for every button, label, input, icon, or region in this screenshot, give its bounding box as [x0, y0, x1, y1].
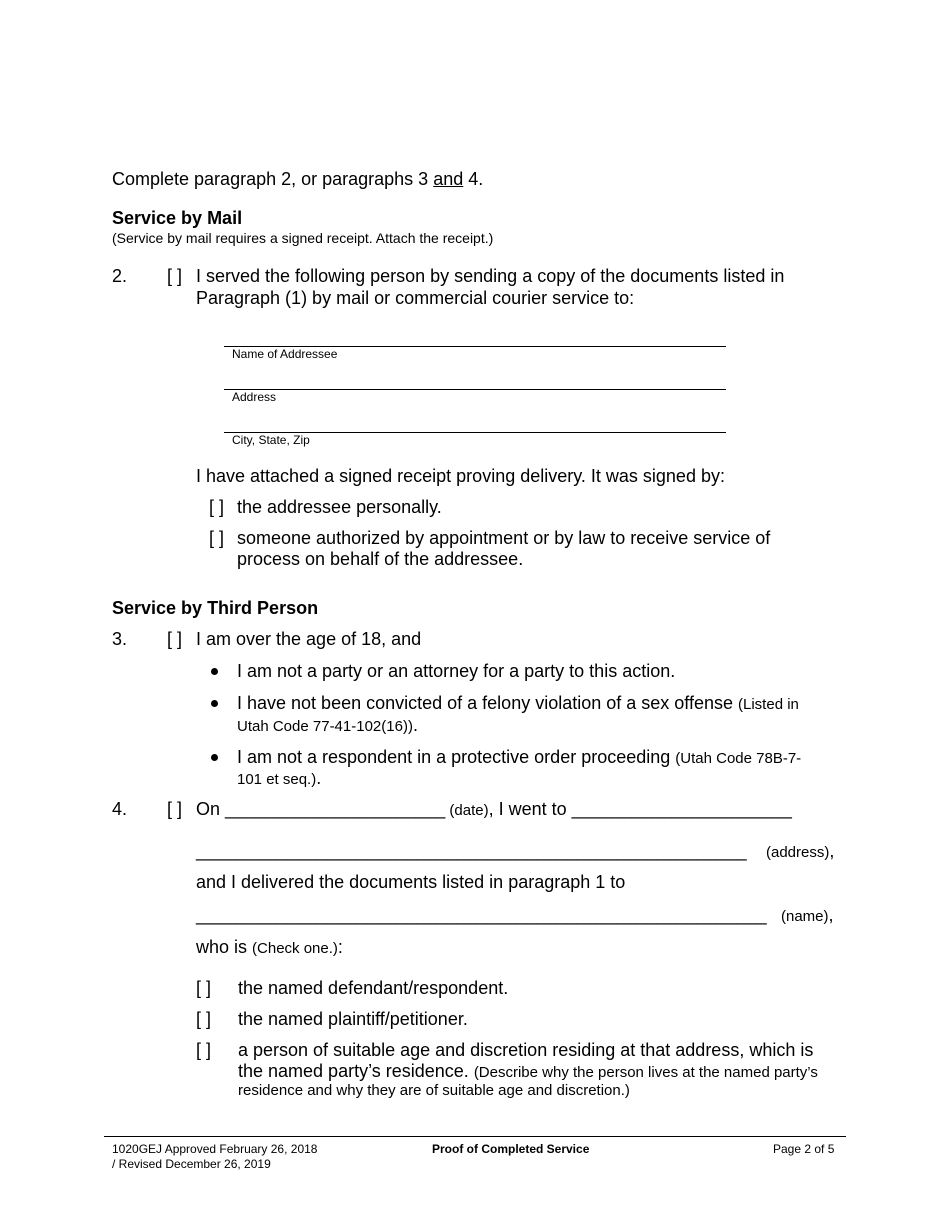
service-by-third-person-heading: Service by Third Person — [112, 598, 319, 618]
choice-3-checkbox[interactable]: [ ] — [196, 1040, 212, 1060]
bullet-1-text: I am not a party or an attorney for a party to this action. — [237, 661, 676, 681]
footer-approval-date: 1020GEJ Approved February 26, 2018 — [112, 1142, 318, 1156]
delivered-statement: and I delivered the documents listed in paragraph 1 to — [196, 872, 626, 892]
footer-page-number: Page 2 of 5 — [773, 1142, 835, 1156]
name-of-addressee-label: Name of Addressee — [232, 347, 338, 361]
intro-instruction: Complete paragraph 2, or paragraphs 3 and 4. — [112, 169, 484, 189]
choice-2-checkbox[interactable]: [ ] — [196, 1009, 212, 1029]
bullet-3-line2: 101 et seq.). — [237, 768, 322, 788]
address-label: Address — [232, 390, 277, 404]
address-blank-part1[interactable]: ______________________ — [571, 799, 792, 819]
name-blank[interactable]: _________________________________________________________ — [196, 905, 767, 925]
paragraph-3-number: 3. — [112, 629, 128, 649]
paragraph-2-text-line2: Paragraph (1) by mail or commercial courier service to: — [196, 288, 635, 308]
footer-divider — [104, 1136, 846, 1137]
footer-revision-date: / Revised December 26, 2019 — [112, 1157, 271, 1171]
bullet-1-dot — [211, 668, 218, 675]
paragraph-2-checkbox[interactable]: [ ] — [167, 266, 183, 286]
choice-2-text: the named plaintiff/petitioner. — [238, 1009, 468, 1029]
bullet-2-dot — [211, 700, 218, 707]
bullet-3-dot — [211, 754, 218, 761]
intro-and-underlined: and — [433, 169, 464, 189]
paragraph-3-lead: I am over the age of 18, and — [196, 629, 422, 649]
receipt-option-2-checkbox[interactable]: [ ] — [209, 528, 225, 548]
name-label-line: (name), — [781, 905, 834, 925]
receipt-option-1-text: the addressee personally. — [237, 497, 442, 517]
date-blank[interactable]: ______________________ — [225, 799, 446, 819]
receipt-statement: I have attached a signed receipt proving delivery. It was signed by: — [196, 466, 725, 486]
choice-1-text: the named defendant/respondent. — [238, 978, 509, 998]
bullet-2-line1: I have not been convicted of a felony violation of a sex offense (Listed in — [237, 693, 799, 713]
choice-1-checkbox[interactable]: [ ] — [196, 978, 212, 998]
paragraph-3-checkbox[interactable]: [ ] — [167, 629, 183, 649]
paragraph-2-number: 2. — [112, 266, 128, 286]
receipt-option-2-text-line2: process on behalf of the addressee. — [237, 549, 524, 569]
bullet-2-line2: Utah Code 77-41-102(16)). — [237, 715, 418, 735]
bullet-3-line1: I am not a respondent in a protective order proceeding (Utah Code 78B-7- — [237, 747, 802, 767]
choice-3-line3: residence and why they are of suitable age and discretion.) — [238, 1082, 630, 1099]
receipt-option-2-text-line1: someone authorized by appointment or by law to receive service of — [237, 528, 771, 548]
city-state-zip-label: City, State, Zip — [232, 433, 310, 447]
address-label-line: (address), — [766, 841, 835, 861]
who-is-line: who is (Check one.): — [196, 937, 343, 957]
address-blank-part2[interactable]: _______________________________________________________ — [196, 841, 747, 861]
paragraph-4-number: 4. — [112, 799, 128, 819]
service-by-mail-note: (Service by mail requires a signed receipt. Attach the receipt.) — [112, 230, 494, 246]
footer-form-title: Proof of Completed Service — [432, 1142, 590, 1156]
choice-3-line1: a person of suitable age and discretion residing at that address, which is — [238, 1040, 814, 1060]
receipt-option-1-checkbox[interactable]: [ ] — [209, 497, 225, 517]
address-line[interactable] — [224, 389, 726, 390]
paragraph-4-checkbox[interactable]: [ ] — [167, 799, 183, 819]
service-by-mail-heading: Service by Mail — [112, 208, 243, 228]
paragraph-2-text-line1: I served the following person by sending a copy of the documents listed in — [196, 266, 785, 286]
choice-3-line2: the named party’s residence. (Describe why the person lives at the named party’s — [238, 1061, 818, 1081]
paragraph-4-line1: On ______________________ (date), I went to ______________________ — [196, 799, 792, 819]
